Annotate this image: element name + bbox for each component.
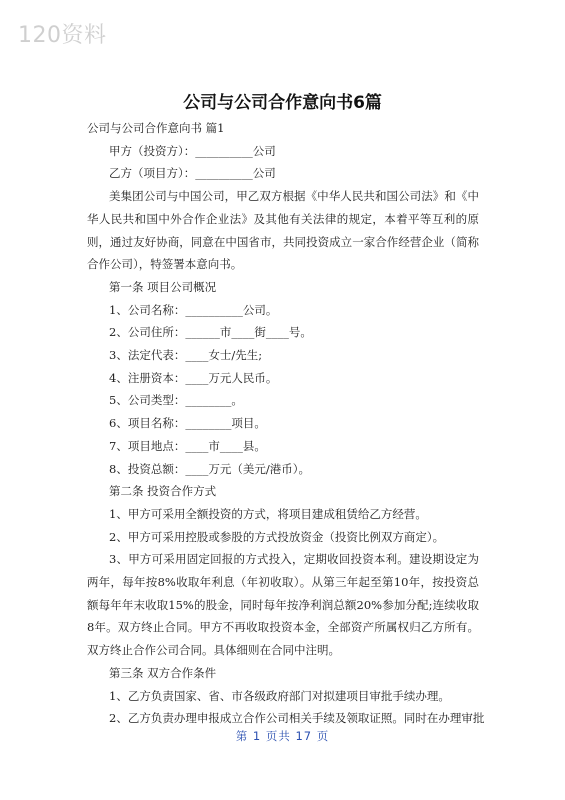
list-item: 2、甲方可采用控股或参股的方式投放资金（投资比例双方商定）。 — [109, 529, 445, 544]
list-item: 2、公司住所：______市____街____号。 — [109, 325, 312, 340]
intro-paragraph: 美集团公司与中国公司，甲乙双方根据《中华人民共和国公司法》和《中华人民共和国中外合作企业法》及其他有关法律的规定，本着平等互利的原则，通过友好协商，同意在中国省市，共同投资成立一家合作经营企业（简称合作公司），特签署本意向书。 — [87, 189, 479, 272]
article-heading: 第三条 双方合作条件 — [109, 665, 217, 680]
article-heading: 第二条 投资合作方式 — [109, 484, 217, 499]
watermark-logo: 120资料 — [18, 23, 107, 48]
list-item: 1、公司名称：__________公司。 — [109, 302, 278, 317]
section-heading: 公司与公司合作意向书 篇1 — [87, 121, 225, 135]
party-b-line: 乙方（项目方）：__________公司 — [109, 166, 276, 181]
document-title: 公司与公司合作意向书6篇 — [183, 93, 382, 113]
list-item: 2、乙方负责办理申报成立合作公司相关手续及领取证照。同时在办理审批 — [109, 711, 485, 726]
party-a-line: 甲方（投资方）：__________公司 — [109, 143, 276, 158]
list-item: 5、公司类型：________。 — [109, 393, 243, 408]
list-item: 8、投资总额：____万元（美元/港币）。 — [109, 461, 310, 476]
document-body — [87, 117, 485, 730]
article-heading: 第一条 项目公司概况 — [109, 279, 217, 294]
page-number: 第 1 页共 17 页 — [235, 729, 330, 743]
list-item: 6、项目名称：________项目。 — [109, 416, 266, 431]
list-item: 1、甲方可采用全额投资的方式，将项目建成租赁给乙方经营。 — [109, 506, 427, 521]
list-item: 4、注册资本：____万元人民币。 — [109, 370, 278, 385]
list-item: 7、项目地点：____市____县。 — [109, 438, 266, 453]
list-item: 3、法定代表：____女士/先生; — [109, 348, 263, 363]
list-item: 1、乙方负责国家、省、市各级政府部门对拟建项目审批手续办理。 — [109, 688, 450, 703]
list-item-paragraph: 3、甲方可采用固定回报的方式投入，定期收回投资本利。建设期设定为两年，每年按8%收取年利息（年初收取）。从第三年起至第10年，按投资总额每年年末收取15%的股金，同时每年按净利润总额20%参加分配;连续收取8年。双方终止合同。甲方不再收取投资本金，全部资产所属权归乙方所有。双方终止合作公司合同。具体细则在合同中注明。 — [87, 552, 479, 658]
